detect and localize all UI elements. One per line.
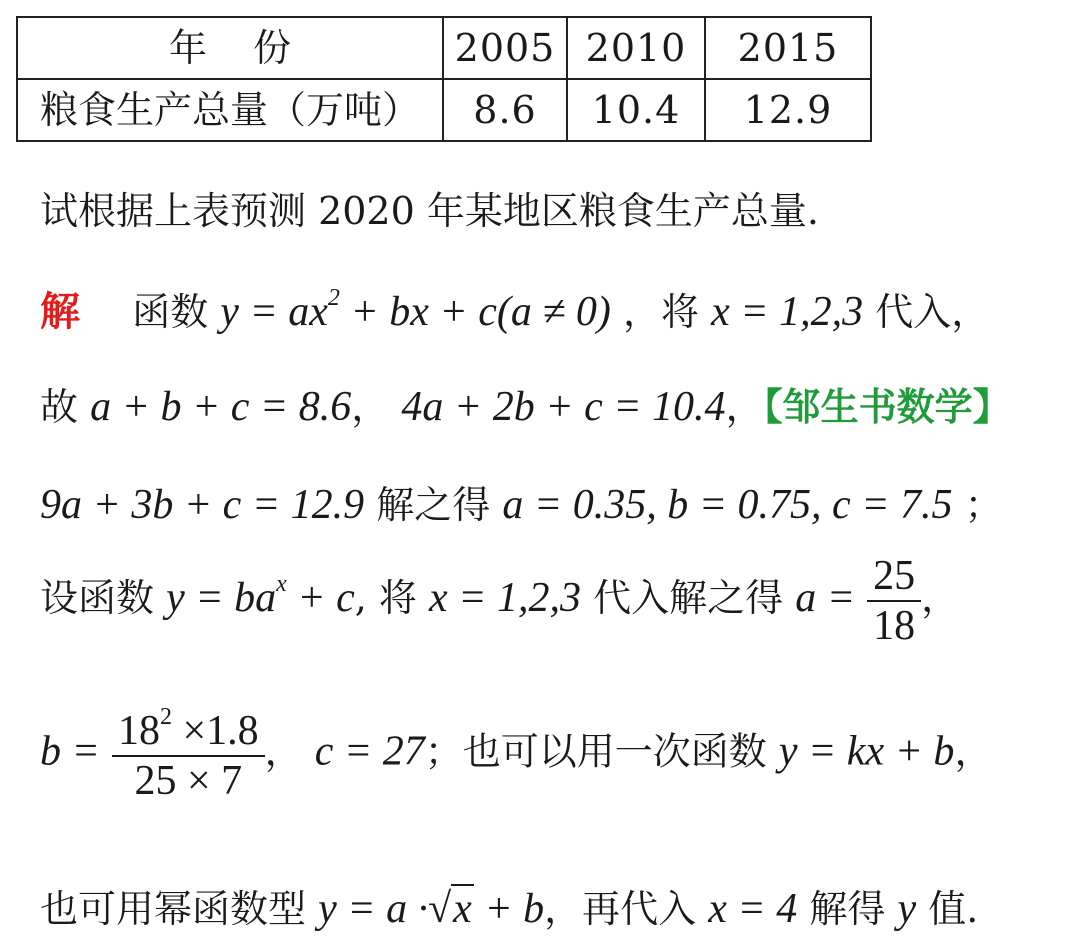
fraction-b-value: $\frac{18^2 \times 1.8}{25 \times 7}$	[112, 704, 265, 806]
table-header-row	[17, 17, 871, 79]
linear-formula: y = kx + b	[778, 728, 955, 775]
year-header-cell: 年份	[17, 17, 443, 79]
table-data-row	[17, 79, 871, 141]
question-text: 试根据上表预测 2020 年某地区粮食生产总量.	[40, 189, 819, 233]
year-2010-cell: 2010	[567, 17, 705, 79]
solution-line-5: b = $\frac{18^2 \times 1.8}{25 \times 7}$ ， c = 27；也可以用一次函数 y = kx + b，	[40, 704, 993, 805]
fraction-25-over-18: $\frac{25}{18}$	[867, 552, 921, 651]
quadratic-solution: a = 0.35, b = 0.75, c = 7.5	[502, 482, 953, 528]
equation-1: a + b + c = 8.6	[90, 384, 352, 430]
quadratic-formula: $y = ax^2$ + bx + c(a ≠ 0)	[220, 285, 611, 335]
power-function-formula: y = a ·√x + b	[318, 886, 545, 932]
function-text: 函数	[132, 290, 209, 334]
solution-line-4: 设函数 $y = ba^x + c$, 将 x = 1,2,3 代入解之得 a = $\frac{25}{18}$ ，	[40, 553, 960, 650]
value-2010-cell: 10.4	[567, 79, 705, 141]
year-2015-cell: 2015	[705, 17, 871, 79]
solution-line-2: 故 a + b + c = 8.6， 4a + 2b + c = 10.4，【邹生书数学】	[40, 384, 1011, 430]
value-2005-cell: 8.6	[443, 79, 567, 141]
x-values: x = 1,2,3	[711, 289, 864, 335]
equation-2: 4a + 2b + c = 10.4	[401, 384, 726, 430]
sqrt-symbol: √x	[428, 886, 472, 932]
exponential-formula: $y = ba^x + c$	[166, 570, 355, 621]
year-2005-cell: 2005	[443, 17, 567, 79]
grain-total-label-cell: 粮食生产总量（万吨）	[17, 79, 443, 141]
solution-line-3: 9a + 3b + c = 12.9 解之得 a = 0.35, b = 0.75, c = 7.5 ；	[40, 482, 1003, 528]
solution-line-1: 解 函数 $y = ax^2$ + bx + c(a ≠ 0) ，将 x = 1,2,3 代入，	[40, 285, 990, 335]
solution-line-6: 也可用幂函数型 y = a ·√x + b，再代入 x = 4 解得 y 值.	[40, 886, 979, 932]
brand-watermark: 【邹生书数学】	[763, 385, 1011, 429]
grain-production-table	[16, 16, 872, 142]
solution-label: 解	[40, 289, 80, 335]
value-2015-cell: 12.9	[705, 79, 871, 141]
equation-3: 9a + 3b + c = 12.9	[40, 482, 365, 528]
